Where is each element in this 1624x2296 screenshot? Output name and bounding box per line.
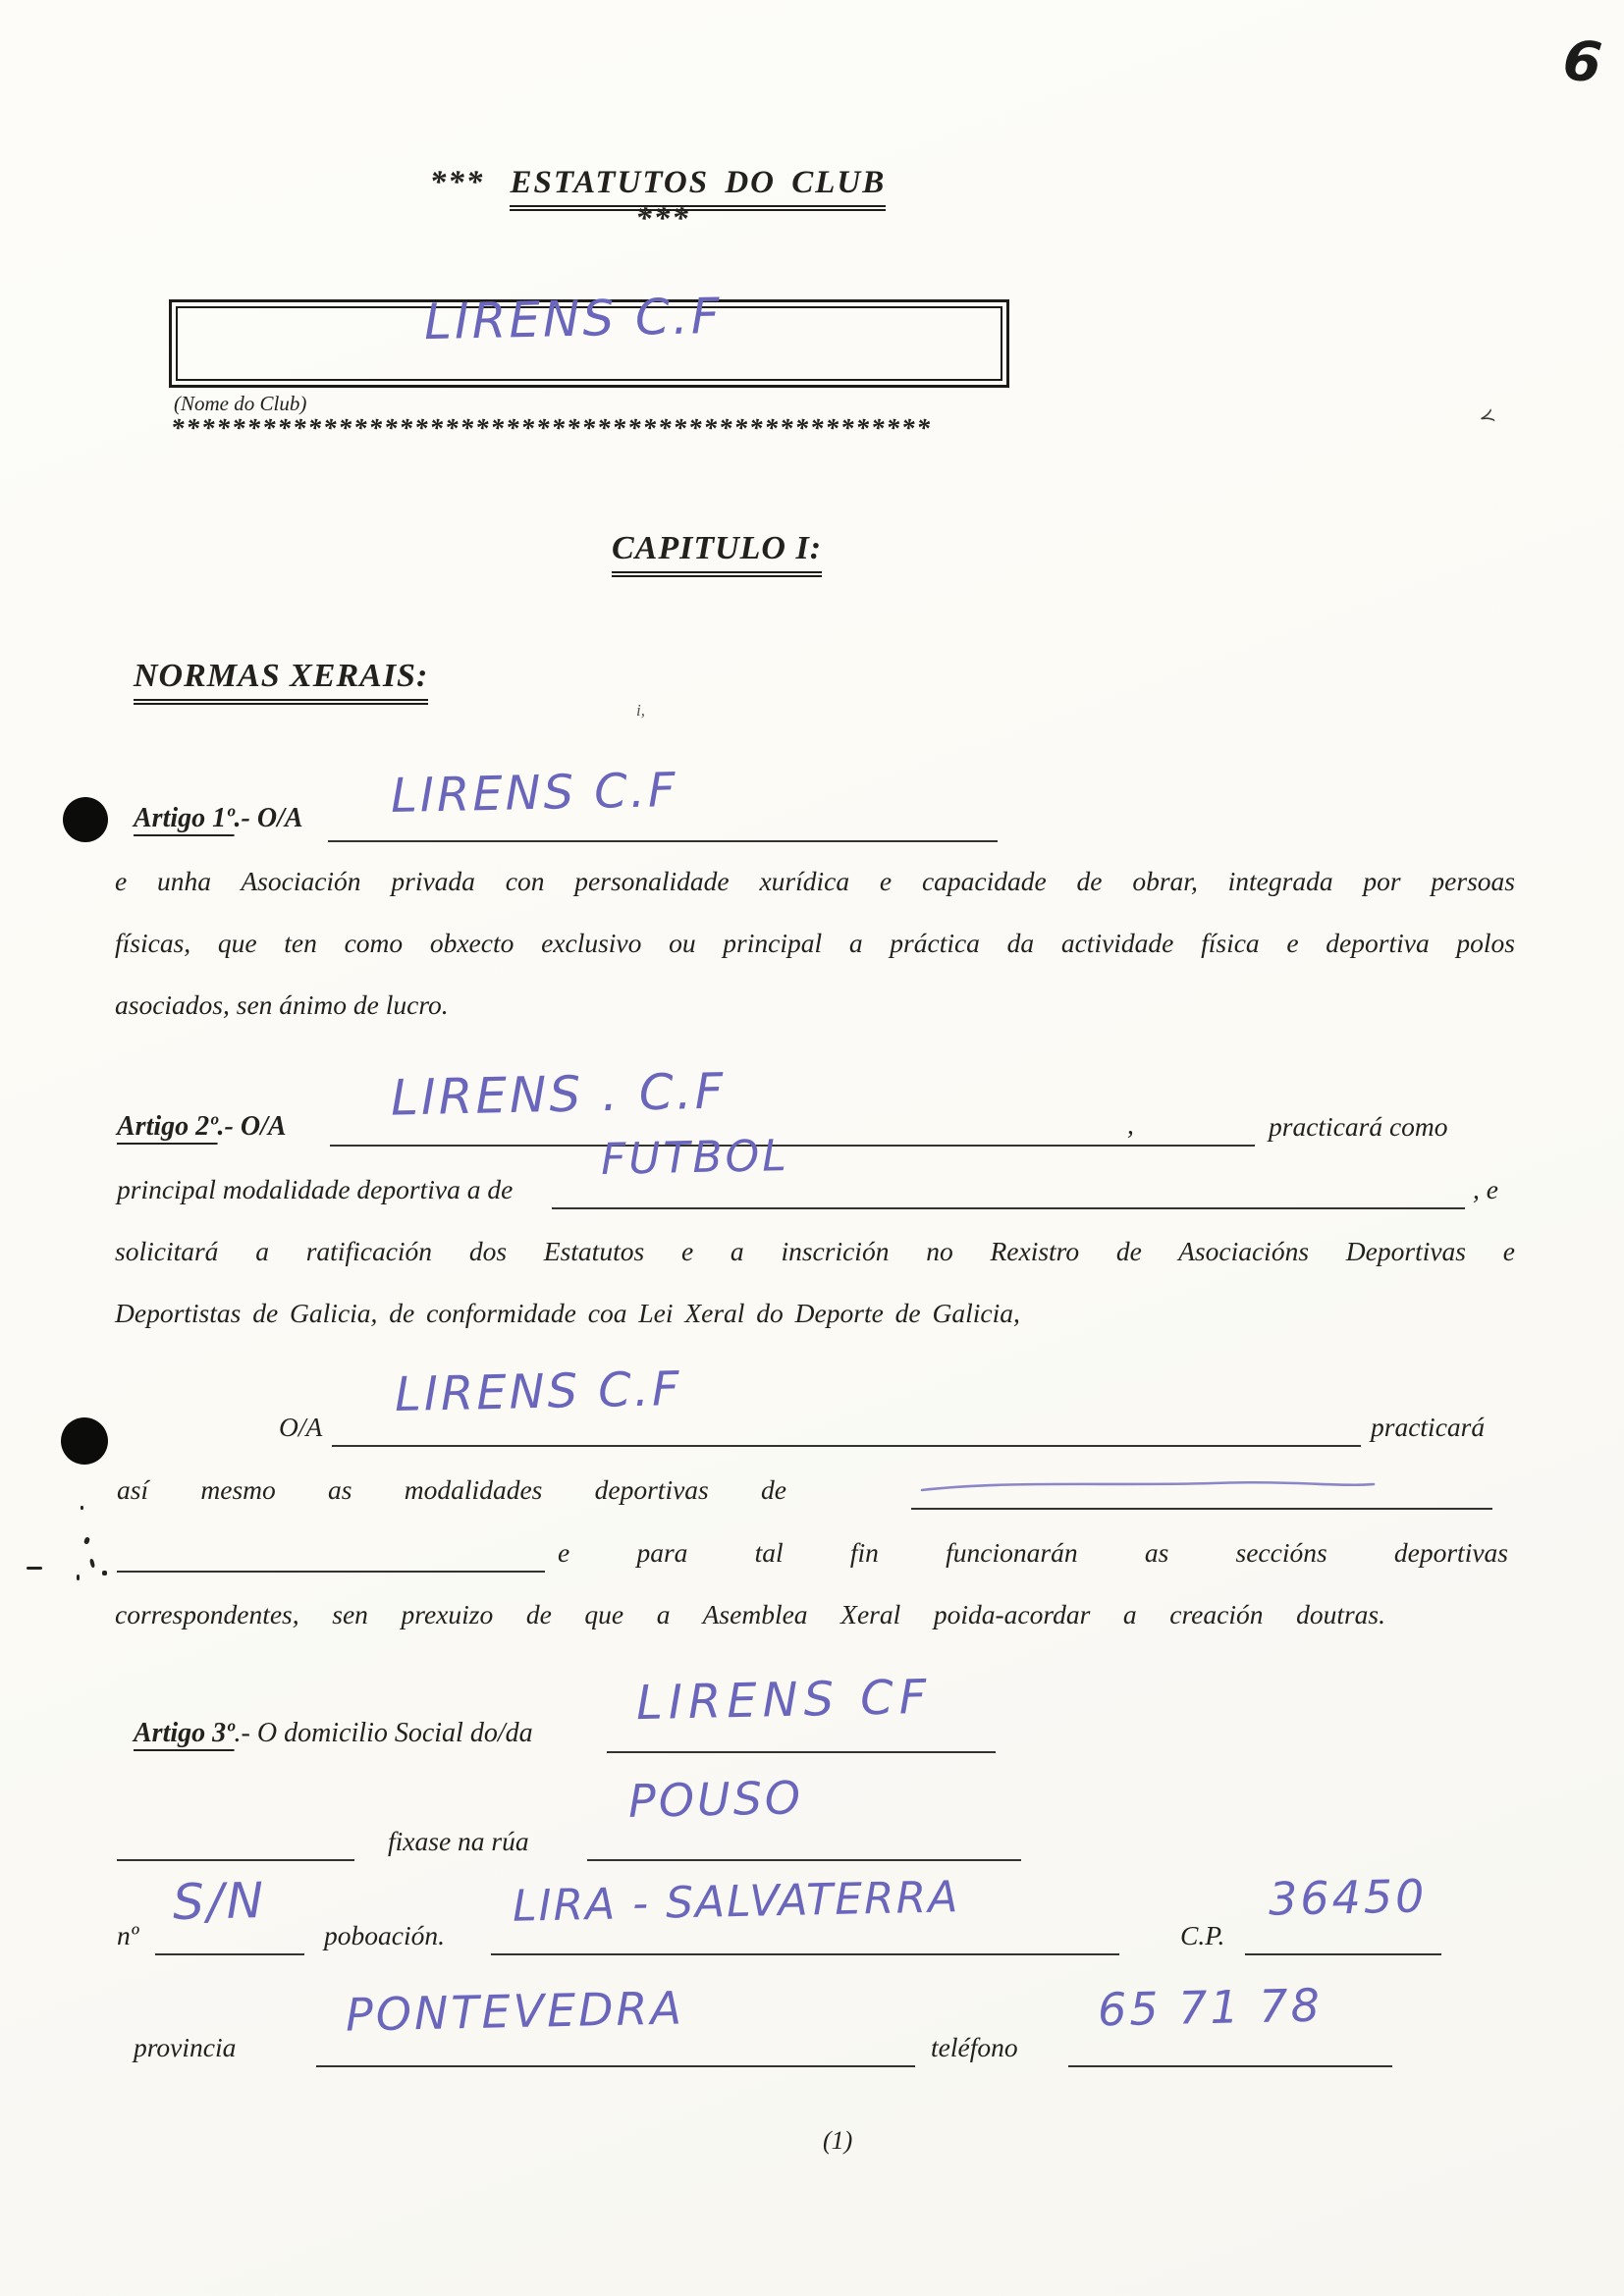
section-heading-text: NORMAS XERAIS:	[134, 658, 428, 705]
artigo2-handwritten-sport: FUTBOL	[600, 1130, 790, 1186]
artigo1-handwritten-club-name: LIRENS C.F	[390, 762, 679, 825]
artigo2cont-line3-blank	[117, 1500, 545, 1573]
artigo2-after-blank2: , e	[1473, 1174, 1498, 1204]
punch-dot-top	[63, 797, 108, 842]
artigo3-lead-blank	[117, 1789, 354, 1861]
artigo1-body-line2: físicas, que ten como obxecto exclusivo ou principal a práctica da actividade física e deportiva polos	[115, 928, 1515, 958]
scan-artifact-ink: i,	[636, 701, 645, 720]
artigo3-label-text: .- O domicilio Social do/da	[234, 1718, 533, 1748]
artigo2-label-oa: .- O/A	[217, 1111, 287, 1142]
artigo3-handwritten-street: POUSO	[627, 1771, 804, 1828]
artigo1-body-line3: asociados, sen ánimo de lucro.	[115, 989, 449, 1020]
artigo2-handwritten-club-name: LIRENS . C.F	[390, 1062, 727, 1127]
title-stars-left: ***	[429, 165, 485, 200]
blue-pen-stroke	[918, 1474, 1380, 1498]
artigo2-body-line4: Deportistas de Galicia, de conformidade coa Lei Xeral do Deporte de Galicia,	[115, 1298, 1020, 1328]
handwritten-club-name: LIRENS C.F	[423, 287, 724, 351]
artigo3-handwritten-cp: 36450	[1268, 1869, 1428, 1926]
artigo2-after-blank1: practicará como	[1269, 1111, 1448, 1142]
artigo3-number-label: nº	[117, 1920, 139, 1950]
artigo3-label-number: Artigo 3º	[134, 1718, 235, 1748]
artigo2-label	[117, 1109, 287, 1145]
artigo2cont-oa-label: O/A	[279, 1412, 323, 1442]
artigo2cont-after-blank: practicará	[1371, 1412, 1486, 1442]
handwritten-page-number: 6	[1559, 27, 1608, 97]
artigo3-handwritten-club-name: LIRENS CF	[635, 1669, 933, 1732]
artigo3-handwritten-town: LIRA - SALVATERRA	[512, 1872, 960, 1932]
section-heading	[134, 658, 428, 695]
artigo3-handwritten-phone: 65 71 78	[1097, 1978, 1324, 2037]
title-stars-right: ***	[635, 201, 690, 237]
chapter-heading	[540, 530, 893, 567]
footer-page-indicator: (1)	[823, 2126, 853, 2155]
artigo2cont-modalities-label: así mesmo as modalidades deportivas de	[117, 1474, 786, 1505]
artigo2-label-number: Artigo 2º	[117, 1111, 218, 1142]
artigo1-label-oa: .- O/A	[234, 803, 303, 833]
punch-dot-bottom	[61, 1417, 108, 1465]
artigo3-label	[134, 1716, 533, 1751]
artigo2cont-line4: correspondentes, sen prexuizo de que a Asemblea Xeral poida-acordar a creación doutras.	[115, 1599, 1385, 1629]
artigo2cont-handwritten-club-name: LIRENS C.F	[394, 1361, 683, 1423]
artigo1-label	[134, 801, 303, 836]
artigo2-body-line3: solicitará a ratificación dos Estatutos e a inscrición no Rexistro de Asociacións Deportivas e	[115, 1236, 1515, 1266]
artigo3-town-label: poboación.	[324, 1920, 445, 1950]
artigo3-handwritten-number: S/N	[172, 1872, 267, 1931]
artigo1-label-number: Artigo 1º	[134, 803, 235, 833]
scan-artifact-mark: ≺	[1476, 403, 1498, 431]
artigo2-comma: ,	[1127, 1109, 1134, 1140]
artigo3-cp-label: C.P.	[1180, 1920, 1225, 1950]
chapter-heading-text: CAPITULO I:	[612, 530, 822, 577]
artigo3-province-label: provincia	[134, 2032, 237, 2062]
artigo3-phone-label: teléfono	[931, 2032, 1018, 2062]
asterisk-divider: **************************************************	[171, 413, 932, 443]
artigo3-handwritten-province: PONTEVEDRA	[345, 1981, 685, 2042]
artigo2cont-modalities-blank	[911, 1437, 1492, 1510]
document-title	[412, 165, 913, 238]
title-text: ESTATUTOS DO CLUB	[510, 165, 886, 211]
artigo2-sport-label: principal modalidade deportiva a de	[117, 1174, 514, 1204]
artigo2cont-line3-text: e para tal fin funcionarán as seccións deportivas	[558, 1537, 1508, 1568]
artigo3-street-label: fixase na rúa	[388, 1826, 529, 1856]
artigo1-body-line1: e unha Asociación privada con personalidade xurídica e capacidade de obrar, integrada por persoas	[115, 866, 1515, 896]
club-name-caption: (Nome do Club)	[174, 392, 307, 415]
